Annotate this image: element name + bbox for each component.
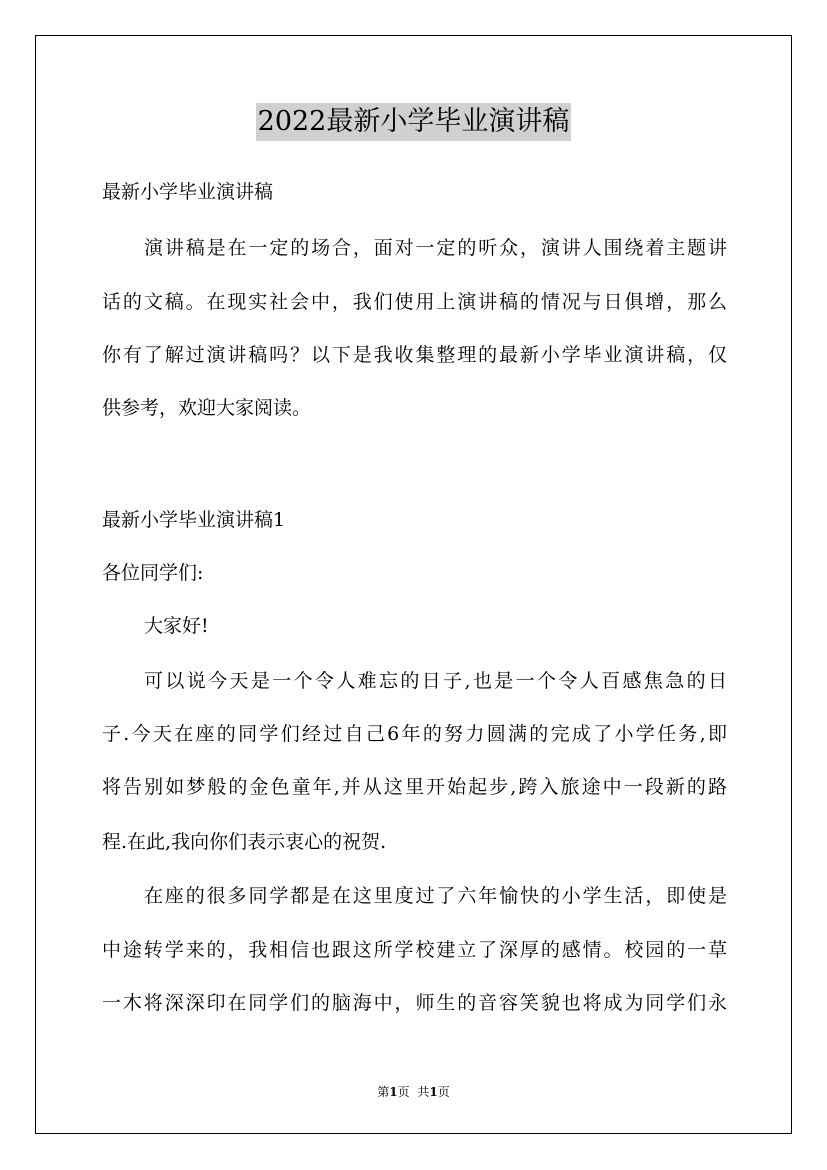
paragraph-line: 将告别如梦般的金色童年,并从这里开始起步,跨入旅途中一段新的路 — [102, 776, 727, 798]
page-footer — [0, 1083, 827, 1100]
greeting: 大家好! — [144, 615, 209, 637]
title-container — [0, 103, 827, 141]
footer-page-suffix: 页 — [397, 1085, 410, 1099]
paragraph-line: 子.今天在座的同学们经过自己6年的努力圆满的完成了小学任务,即 — [102, 723, 727, 745]
paragraph-line: 一木将深深印在同学们的脑海中，师生的音容笑貌也将成为同学们永 — [102, 992, 727, 1014]
paragraph-line: 程.在此,我向你们表示衷心的祝贺. — [102, 831, 387, 853]
intro-line: 供参考，欢迎大家阅读。 — [102, 397, 312, 419]
footer-total-number: 1 — [429, 1085, 438, 1099]
section-heading: 最新小学毕业演讲稿1 — [102, 509, 286, 531]
document-title: 2022最新小学毕业演讲稿 — [256, 103, 572, 141]
intro-line: 你有了解过演讲稿吗？以下是我收集整理的最新小学毕业演讲稿，仅 — [102, 344, 727, 366]
intro-line: 演讲稿是在一定的场合，面对一定的听众，演讲人围绕着主题讲 — [144, 237, 727, 259]
subtitle: 最新小学毕业演讲稿 — [102, 181, 274, 203]
footer-page-number: 1 — [389, 1085, 398, 1099]
footer-total-prefix: 共 — [417, 1085, 430, 1099]
paragraph-line: 在座的很多同学都是在这里度过了六年愉快的小学生活，即使是 — [144, 885, 727, 907]
intro-line: 话的文稿。在现实社会中，我们使用上演讲稿的情况与日俱增，那么 — [102, 291, 727, 313]
paragraph-line: 中途转学来的，我相信也跟这所学校建立了深厚的感情。校园的一草 — [102, 939, 727, 961]
footer-page-prefix: 第 — [377, 1085, 390, 1099]
paragraph-line: 可以说今天是一个令人难忘的日子,也是一个令人百感焦急的日 — [144, 670, 727, 692]
footer-total-suffix: 页 — [437, 1085, 450, 1099]
salutation: 各位同学们: — [102, 562, 204, 584]
